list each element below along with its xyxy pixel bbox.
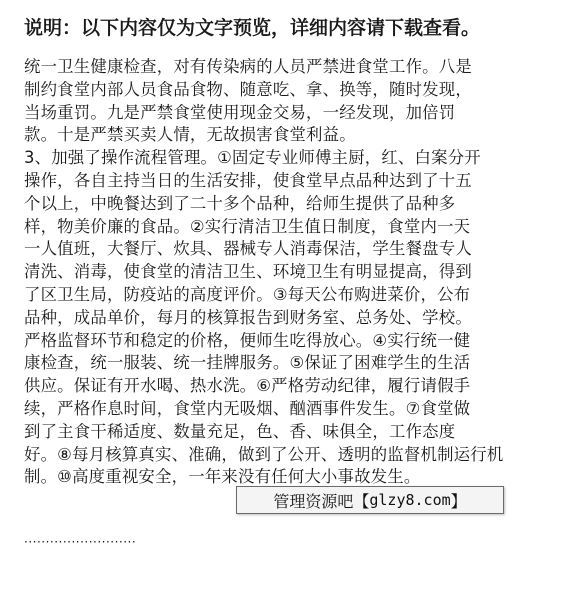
text-line: 供应。保证有开水喝、热水洗。⑥严格劳动纪律，履行请假手 <box>24 376 471 396</box>
text-line: 了区卫生局，防疫站的高度评价。③每天公布购进菜价，公布 <box>24 284 471 304</box>
watermark-prefix: 管理资源吧【 <box>273 491 370 511</box>
text-line: 款。十是严禁买卖人情，无故损害食堂利益。 <box>24 125 356 145</box>
text-line: 清洗、消毒，使食堂的清洁卫生、环境卫生有明显提高，得到 <box>24 262 472 282</box>
watermark-site: glzy8.com <box>369 491 451 509</box>
text-line: 制。⑩高度重视安全，一年来没有任何大小事故发生。 <box>24 467 421 487</box>
preview-notice: 说明：以下内容仅为文字预览，详细内容请下载查看。 <box>24 17 481 39</box>
text-line: 当场重罚。九是严禁食堂使用现金交易，一经发现，加倍罚 <box>24 102 456 122</box>
text-line: 品种，成品单价，每月的核算报告到财务室、总务处、学校。 <box>24 307 472 327</box>
text-line: 好。⑧每月核算真实、准确，做到了公开、透明的监督机制运行机 <box>24 444 504 464</box>
text-line: 操作，各自主持当日的生活安排，使食堂早点品种达到了十五 <box>24 170 472 190</box>
text-line: 3、加强了操作流程管理。①固定专业师傅主厨，红、白案分开 <box>24 148 481 168</box>
watermark-suffix: 】 <box>450 491 467 511</box>
document-body <box>24 56 554 489</box>
text-line: 制约食堂内部人员食品食物、随意吃、拿、换等，随时发现， <box>24 79 472 99</box>
text-line: 严格监督环节和稳定的价格，便师生吃得放心。④实行统一健 <box>24 330 471 350</box>
text-line: 样，物美价廉的食品。②实行清洁卫生值日制度，食堂内一天 <box>24 216 471 236</box>
text-line: 续，严格作息时间，食堂内无吸烟、酗酒事件发生。⑦食堂做 <box>24 398 471 418</box>
text-line: 统一卫生健康检查，对有传染病的人员严禁进食堂工作。八是 <box>24 57 472 76</box>
text-line: 康检查，统一服装、统一挂牌服务。⑤保证了困难学生的生活 <box>24 353 471 373</box>
text-line: 到了主食干稀适度、数量充足，色、香、味俱全，工作态度 <box>24 421 456 441</box>
text-line: 一人值班，大餐厅、炊具、器械专人消毒保洁，学生餐盘专人 <box>24 239 472 259</box>
site-watermark[interactable] <box>236 486 504 514</box>
text-line: 个以上，中晚餐达到了二十多个品种，给师生提供了品种多 <box>24 193 456 213</box>
ellipsis-dots: ·························· <box>24 535 137 549</box>
